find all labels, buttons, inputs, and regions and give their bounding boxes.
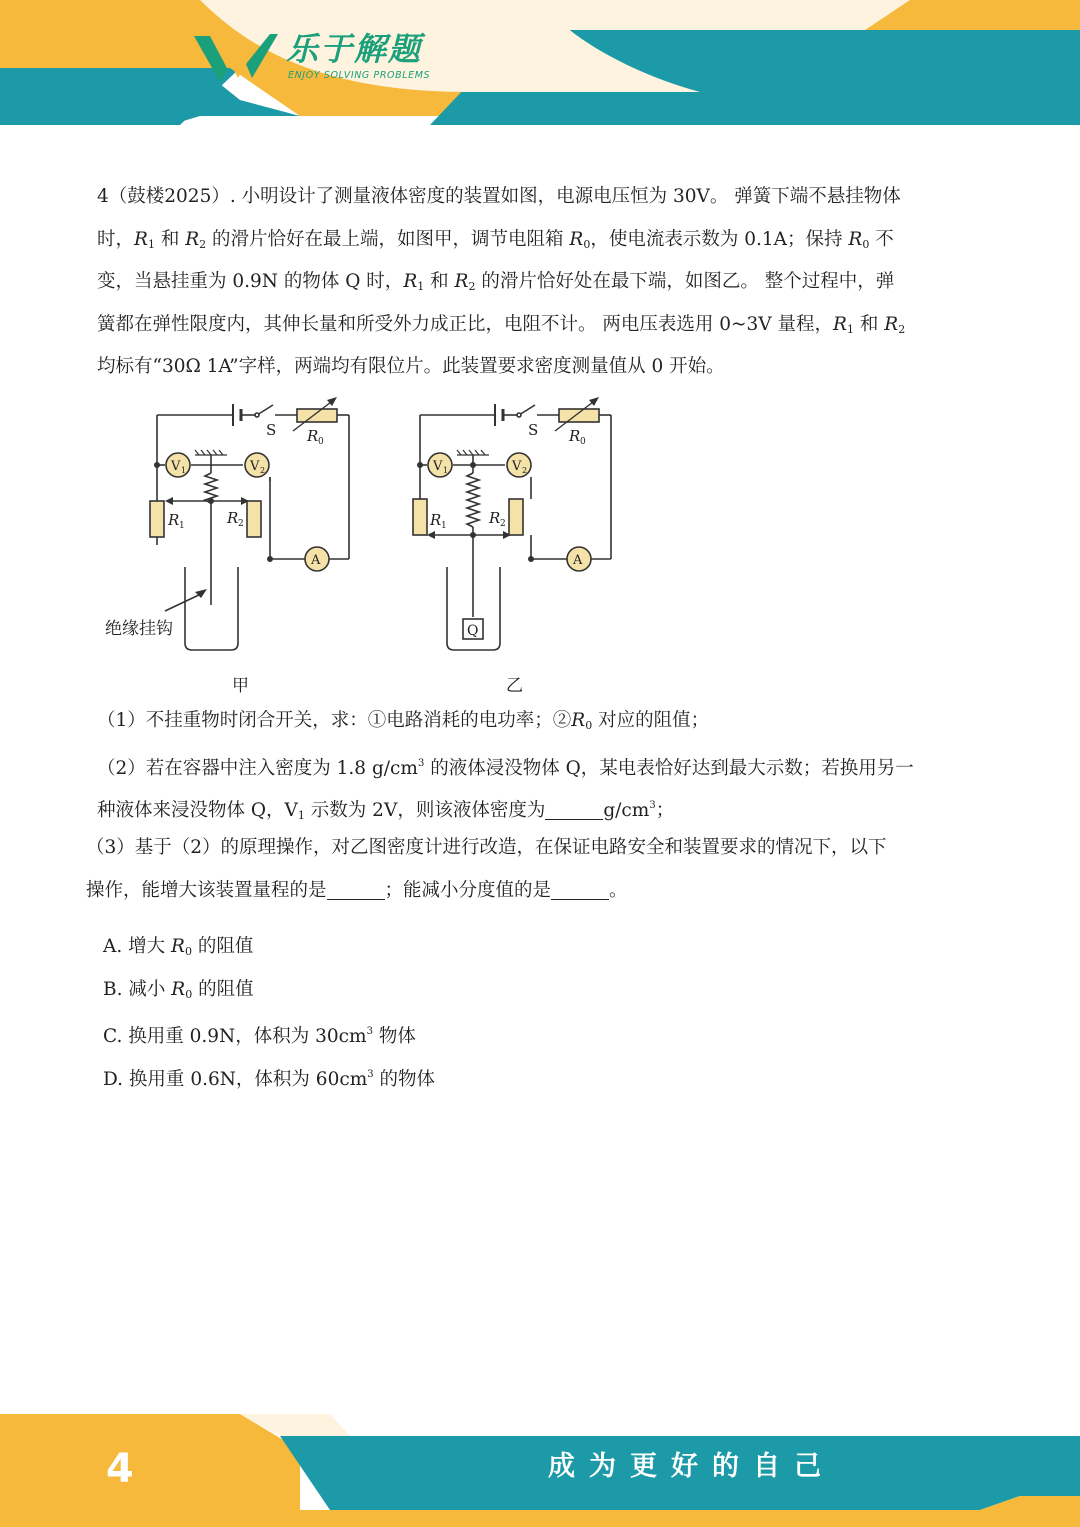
questions <box>97 700 997 828</box>
problem-line-4: 簧都在弹性限度内，其伸长量和所受外力成正比，电阻不计。 两电压表选用 0~3V 量程，$R_1$ 和 $R_2$ <box>97 313 906 336</box>
label-v1-jia: V <box>171 459 181 474</box>
logo-w-icon <box>190 26 280 86</box>
option-b: B. 减小 $R_0$ 的阻值 <box>103 978 254 1001</box>
answer-blank-division[interactable] <box>551 877 609 900</box>
resistor-r2-jia <box>247 501 261 537</box>
label-v1-yi: V <box>433 459 443 474</box>
question-2-line-2: 种液体来浸没物体 Q，$V_1$ 示数为 2V，则该液体密度为 $g/cm^3$； <box>97 785 997 828</box>
label-r2-yi-sub: 2 <box>500 519 506 529</box>
label-s-yi: S <box>528 421 539 439</box>
options <box>103 926 703 1096</box>
question-1: （1）不挂重物时闭合开关，求：①电路消耗的电功率；$②R_0$ 对应的阻值； <box>97 710 710 732</box>
problem-line-1: 4（鼓楼2025）. 小明设计了测量液体密度的装置如图，电源电压恒为 30V。 弹簧下端不悬挂物体 <box>97 186 901 207</box>
brand-slogan-en: ENJOY SOLVING PROBLEMS <box>288 70 431 81</box>
label-v1-jia-sub: 1 <box>181 466 187 475</box>
footer-band <box>0 1410 1080 1527</box>
label-v1-yi-sub: 1 <box>443 466 449 475</box>
label-r0-yi: R <box>569 427 581 445</box>
label-s-jia: S <box>266 421 277 439</box>
label-v2-jia-sub: 2 <box>260 466 266 475</box>
label-v2-yi-sub: 2 <box>522 466 528 475</box>
brand-logo <box>190 22 450 92</box>
question-3 <box>86 827 986 912</box>
label-r1-yi: R <box>430 511 442 529</box>
problem-line-2: 时，$R_1$ 和 $R_2$ 的滑片恰好在最上端，如图甲，调节电阻箱 $R_0$，使电流表示数为 0.1A；保持 $R_0$ 不 <box>97 228 894 251</box>
label-q: Q <box>467 623 479 639</box>
hook-label: 绝缘挂钩 <box>105 619 173 639</box>
label-v2-jia: V <box>250 459 260 474</box>
answer-blank-range[interactable] <box>327 877 385 900</box>
question-2-line-1: （2）若在容器中注入密度为 1.8 $g/cm^3$ 的液体浸没物体 Q，某电表恰好达到最大示数；若换用另一 <box>97 757 914 779</box>
option-d: D. 换用重 0.6N，体积为 $60cm^3$ 的物体 <box>103 1068 436 1090</box>
caption-yi: 乙 <box>506 676 523 696</box>
label-r0-jia-sub: 0 <box>318 437 324 447</box>
problem-line-3: 变，当悬挂重为 0.9N 的物体 Q 时，$R_1$ 和 $R_2$ 的滑片恰好处在最下端，如图乙。 整个过程中，弹 <box>97 271 895 293</box>
problem-statement <box>97 176 977 389</box>
header-band <box>0 0 1080 125</box>
resistor-r1-jia <box>150 501 164 537</box>
question-3-line-2: 操作，能增大该装置量程的是 ；能减小分度值的是 。 <box>86 870 986 913</box>
label-r1-jia: R <box>168 511 180 529</box>
brand-name: 乐于解题 <box>286 30 423 68</box>
resistor-r0-jia <box>297 409 337 422</box>
label-r0-yi-sub: 0 <box>580 437 586 447</box>
footer-slogan: 成为更好的自己 <box>548 1451 835 1482</box>
caption-jia: 甲 <box>232 676 249 696</box>
option-c: C. 换用重 0.9N，体积为 $30cm^3$ 物体 <box>103 1026 416 1047</box>
label-v2-yi: V <box>512 459 522 474</box>
label-r2-jia-sub: 2 <box>238 519 244 529</box>
page-number: 4 <box>106 1446 134 1492</box>
answer-blank-density[interactable] <box>545 797 603 820</box>
resistor-r2-yi <box>509 499 523 535</box>
label-a-yi: A <box>573 553 583 568</box>
label-r0-jia: R <box>307 427 319 445</box>
circuit-figures <box>95 395 655 705</box>
label-a-jia: A <box>311 553 321 568</box>
label-r2-jia: R <box>227 509 239 527</box>
label-r1-yi-sub: 1 <box>441 521 447 531</box>
label-r1-jia-sub: 1 <box>179 521 185 531</box>
problem-line-5: 均标有“30Ω 1A”字样，两端均有限位片。此装置要求密度测量值从 0 开始。 <box>97 356 725 377</box>
resistor-r1-yi <box>413 499 427 535</box>
label-r2-yi: R <box>489 509 501 527</box>
question-3-line-1: （3）基于（2）的原理操作，对乙图密度计进行改造，在保证电路安全和装置要求的情况下，以下 <box>86 837 887 858</box>
resistor-r0-yi <box>559 409 599 422</box>
option-a: A. 增大 $R_0$ 的阻值 <box>103 936 254 958</box>
